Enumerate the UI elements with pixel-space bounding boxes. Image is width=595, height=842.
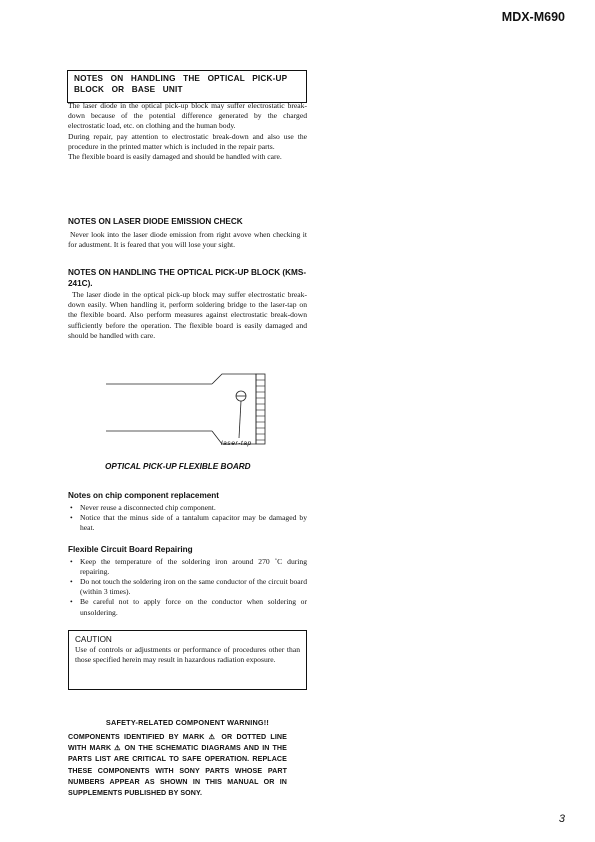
section-heading-line2: BLOCK OR BASE UNIT: [74, 85, 183, 94]
laser-tap-marker: [236, 391, 246, 438]
bullet: •: [70, 556, 73, 566]
list-item: • Be careful not to apply force on the conductor when soldering or unsoldering.: [70, 597, 307, 617]
list-item: • Do not touch the soldering iron on the same conductor of the circuit board (within 3 times).: [70, 576, 307, 597]
flexible-board-diagram: [100, 370, 280, 460]
bullet: •: [70, 512, 73, 522]
caution-box: [68, 630, 307, 690]
list-item: • Keep the temperature of the soldering iron around 270 ˚C during repairing.: [70, 556, 307, 576]
bullet: •: [70, 502, 73, 512]
section1-paragraph-3: The flexible board is easily damaged and should be handled with care.: [68, 152, 282, 162]
section1-paragraph-2: During repair, pay attention to electrostatic break-down and also use the procedure in the printed matter which is included in the repair parts.: [68, 131, 307, 151]
section3: [68, 268, 307, 341]
caution-text: Use of controls or adjustments or performance of procedures other than those specified herein may result in hazardous radiation exposure.: [75, 645, 300, 665]
section3-paragraph: The laser diode in the optical pick-up block may suffer electrostatic break-down easily. When handling it, perform soldering bridge to the laser-tap on the flexible board. Also perform measures against electrostatic break-down sufficiently before the operation. The flexible board is easily damaged and should be handled with care.: [68, 290, 307, 340]
laser-tap-label: laser-tap: [221, 440, 252, 447]
section1-paragraph-1: The laser diode in the optical pick-up block may suffer electrostatic break-down because of the potential difference generated by the charged electrostatic load, etc. on clothing and the human body.: [68, 101, 307, 131]
flex-repair-list: [68, 557, 307, 618]
section-heading-box: [67, 70, 307, 103]
flex-repair-notes: [68, 545, 307, 618]
section2-heading: NOTES ON LASER DIODE EMISSION CHECK: [68, 217, 243, 226]
chip-notes-list: [68, 503, 307, 534]
safety-warning-title: SAFETY-RELATED COMPONENT WARNING!!: [105, 718, 270, 727]
section3-heading: NOTES ON HANDLING THE OPTICAL PICK-UP BLOCK (KMS-241C).: [68, 268, 307, 288]
bullet: •: [70, 576, 73, 586]
chip-notes: [68, 491, 307, 533]
safety-warning-text: COMPONENTS IDENTIFIED BY MARK ⚠ OR DOTTED LINE WITH MARK ⚠ ON THE SCHEMATIC DIAGRAMS AND IN THE PARTS LIST ARE CRITICAL TO SAFE OPERATION. REPLACE THESE COMPONENTS WITH SONY PARTS WHOSE PART NUMBERS APPEAR AS SHOWN IN THIS MANUAL OR IN SUPPLEMENTS PUBLISHED BY SONY.: [68, 733, 287, 798]
list-item: • Notice that the minus side of a tantalum capacitor may be damaged by heat.: [70, 512, 307, 532]
section-heading-line1: NOTES ON HANDLING THE OPTICAL PICK-UP: [74, 74, 288, 83]
list-item: • Never reuse a disconnected chip component.: [70, 502, 216, 512]
section2-paragraph: Never look into the laser diode emission from right avove when checking it for adustment. It is feared that you will lose your sight.: [68, 229, 307, 249]
figure-caption: OPTICAL PICK-UP FLEXIBLE BOARD: [105, 462, 251, 471]
page-number: 3: [558, 813, 565, 825]
flex-repair-heading: Flexible Circuit Board Repairing: [68, 545, 193, 554]
model-number: MDX-M690: [501, 10, 565, 24]
caution-title: CAUTION: [75, 635, 112, 644]
section1-body: [68, 101, 307, 162]
chip-notes-heading: Notes on chip component replacement: [68, 491, 220, 500]
section2: [68, 217, 307, 250]
bullet: •: [70, 597, 73, 607]
